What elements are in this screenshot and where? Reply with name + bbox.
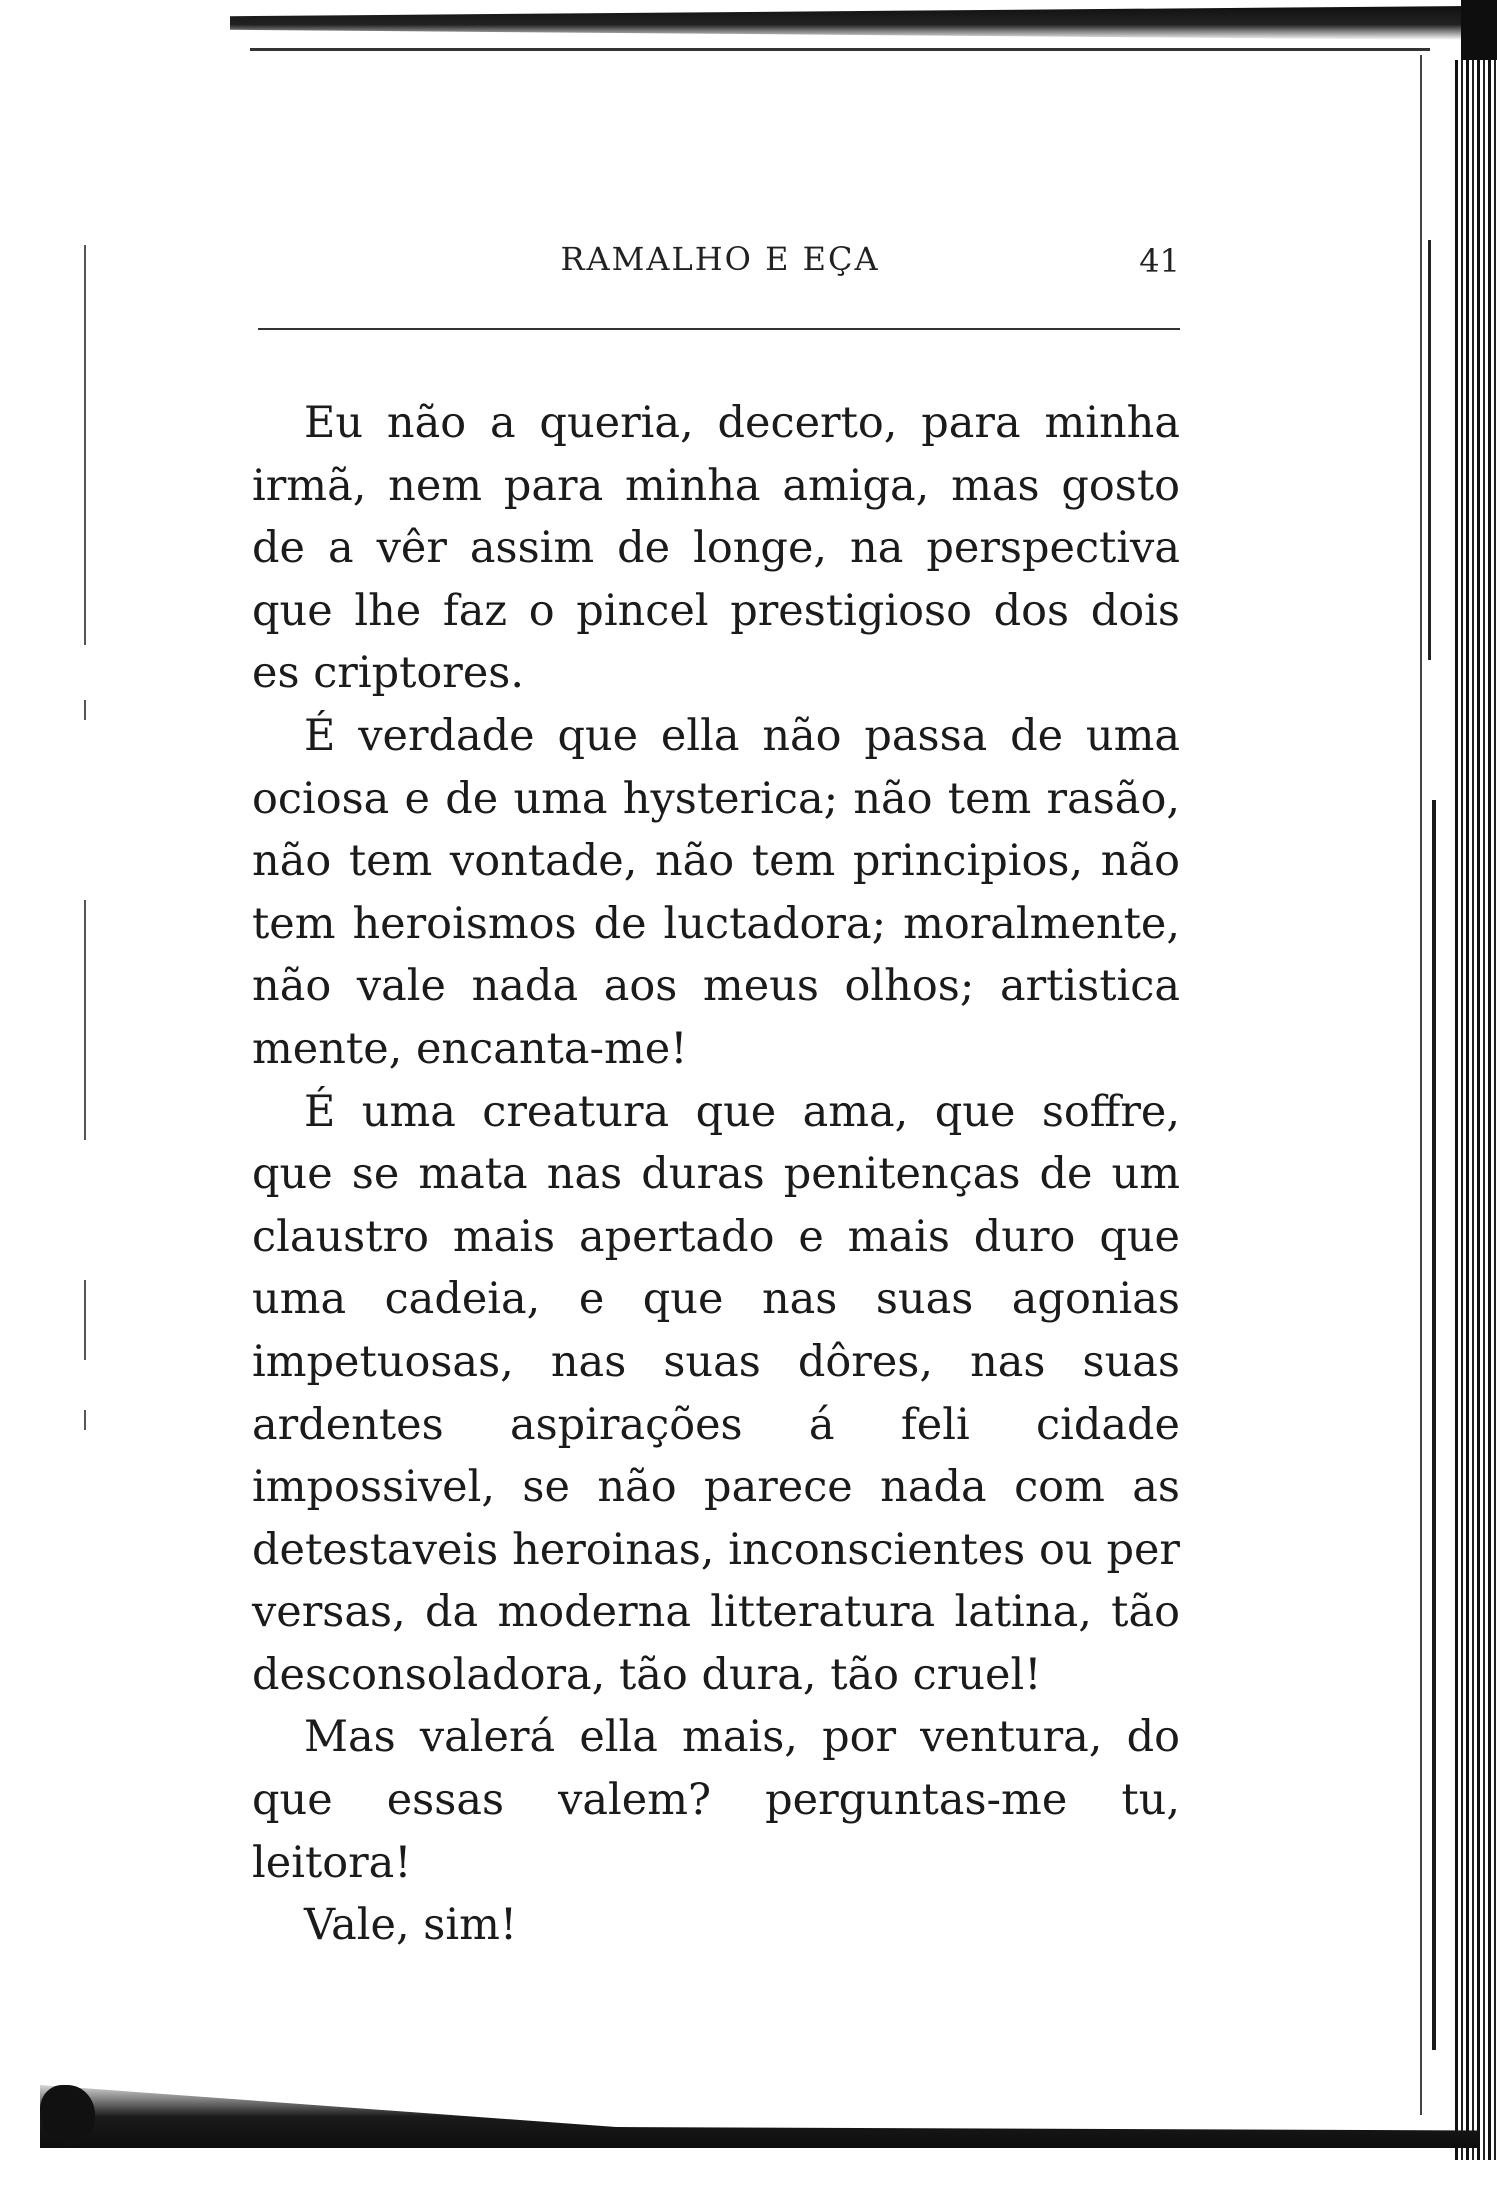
text-line: mente, encanta-me! (252, 1023, 688, 1074)
text-line: a vêr assim de longe, na perspectiva que (252, 523, 1180, 636)
text-line: versas, da moderna litteratura latina, tão (252, 1587, 1180, 1638)
body-text (252, 392, 1180, 1957)
header-rule (258, 328, 1180, 330)
text-line: mais apertado e mais duro que uma cadeia, (252, 1211, 1180, 1325)
text-line: irmã, nem para minha amiga, mas gosto de (252, 460, 1180, 574)
margin-mark (84, 1410, 86, 1430)
text-line: Eu não a queria, decerto, para minha (304, 398, 1180, 448)
text-line: É uma creatura que ama, que soffre, que (252, 1086, 1180, 1200)
text-line: essas valem? perguntas-me tu, leitora! (252, 1775, 1180, 1888)
margin-mark (84, 900, 86, 1140)
paragraph-3 (252, 1081, 1180, 1707)
page-stack-edge (1455, 60, 1497, 2160)
text-line: dôres, nas suas ardentes aspirações á feli (252, 1336, 1180, 1450)
text-line: tem heroismos de luctadora; moralmente, (252, 898, 1180, 949)
page-header (260, 240, 1180, 290)
text-line: se mata nas duras penitenças de um claustro (252, 1149, 1180, 1262)
text-line: Mas valerá ella mais, por ventura, do que (252, 1712, 1180, 1826)
scan-edge-top (230, 6, 1470, 40)
text-line: Vale, sim! (304, 1900, 518, 1951)
text-line: e que nas suas agonias impetuosas, nas suas (252, 1274, 1180, 1387)
text-line: desconsoladora, tão dura, tão cruel! (252, 1649, 1042, 1700)
text-line: as detestaveis heroinas, inconscientes ou per (252, 1462, 1180, 1575)
text-line: não vale nada aos meus olhos; artistica (252, 961, 1180, 1012)
scan-edge-bottom (40, 2078, 1480, 2148)
margin-mark (84, 700, 86, 720)
page-number: 41 (1139, 242, 1180, 280)
text-line: ociosa e de uma hysterica; não tem rasão, (252, 773, 1180, 824)
text-line: não tem vontade, não tem principios, não (252, 836, 1180, 887)
text-line: lhe faz o pincel prestigioso dos dois es (252, 585, 1180, 699)
page-border (1432, 800, 1436, 2050)
running-title: RAMALHO E EÇA (560, 240, 880, 278)
paragraph-4 (252, 1706, 1180, 1894)
scan-edge-line (250, 48, 1430, 51)
margin-mark (84, 245, 86, 645)
paragraph-5 (252, 1894, 1180, 1957)
page-border (1420, 55, 1422, 2115)
margin-mark (84, 1280, 86, 1360)
page-border (1428, 240, 1431, 660)
paragraph-1 (252, 392, 1180, 705)
text-line: É verdade que ella não passa de uma (304, 710, 1180, 761)
text-line: cidade impossivel, se não parece nada com (252, 1399, 1181, 1513)
paragraph-2 (252, 705, 1180, 1081)
text-line: criptores. (313, 648, 525, 699)
